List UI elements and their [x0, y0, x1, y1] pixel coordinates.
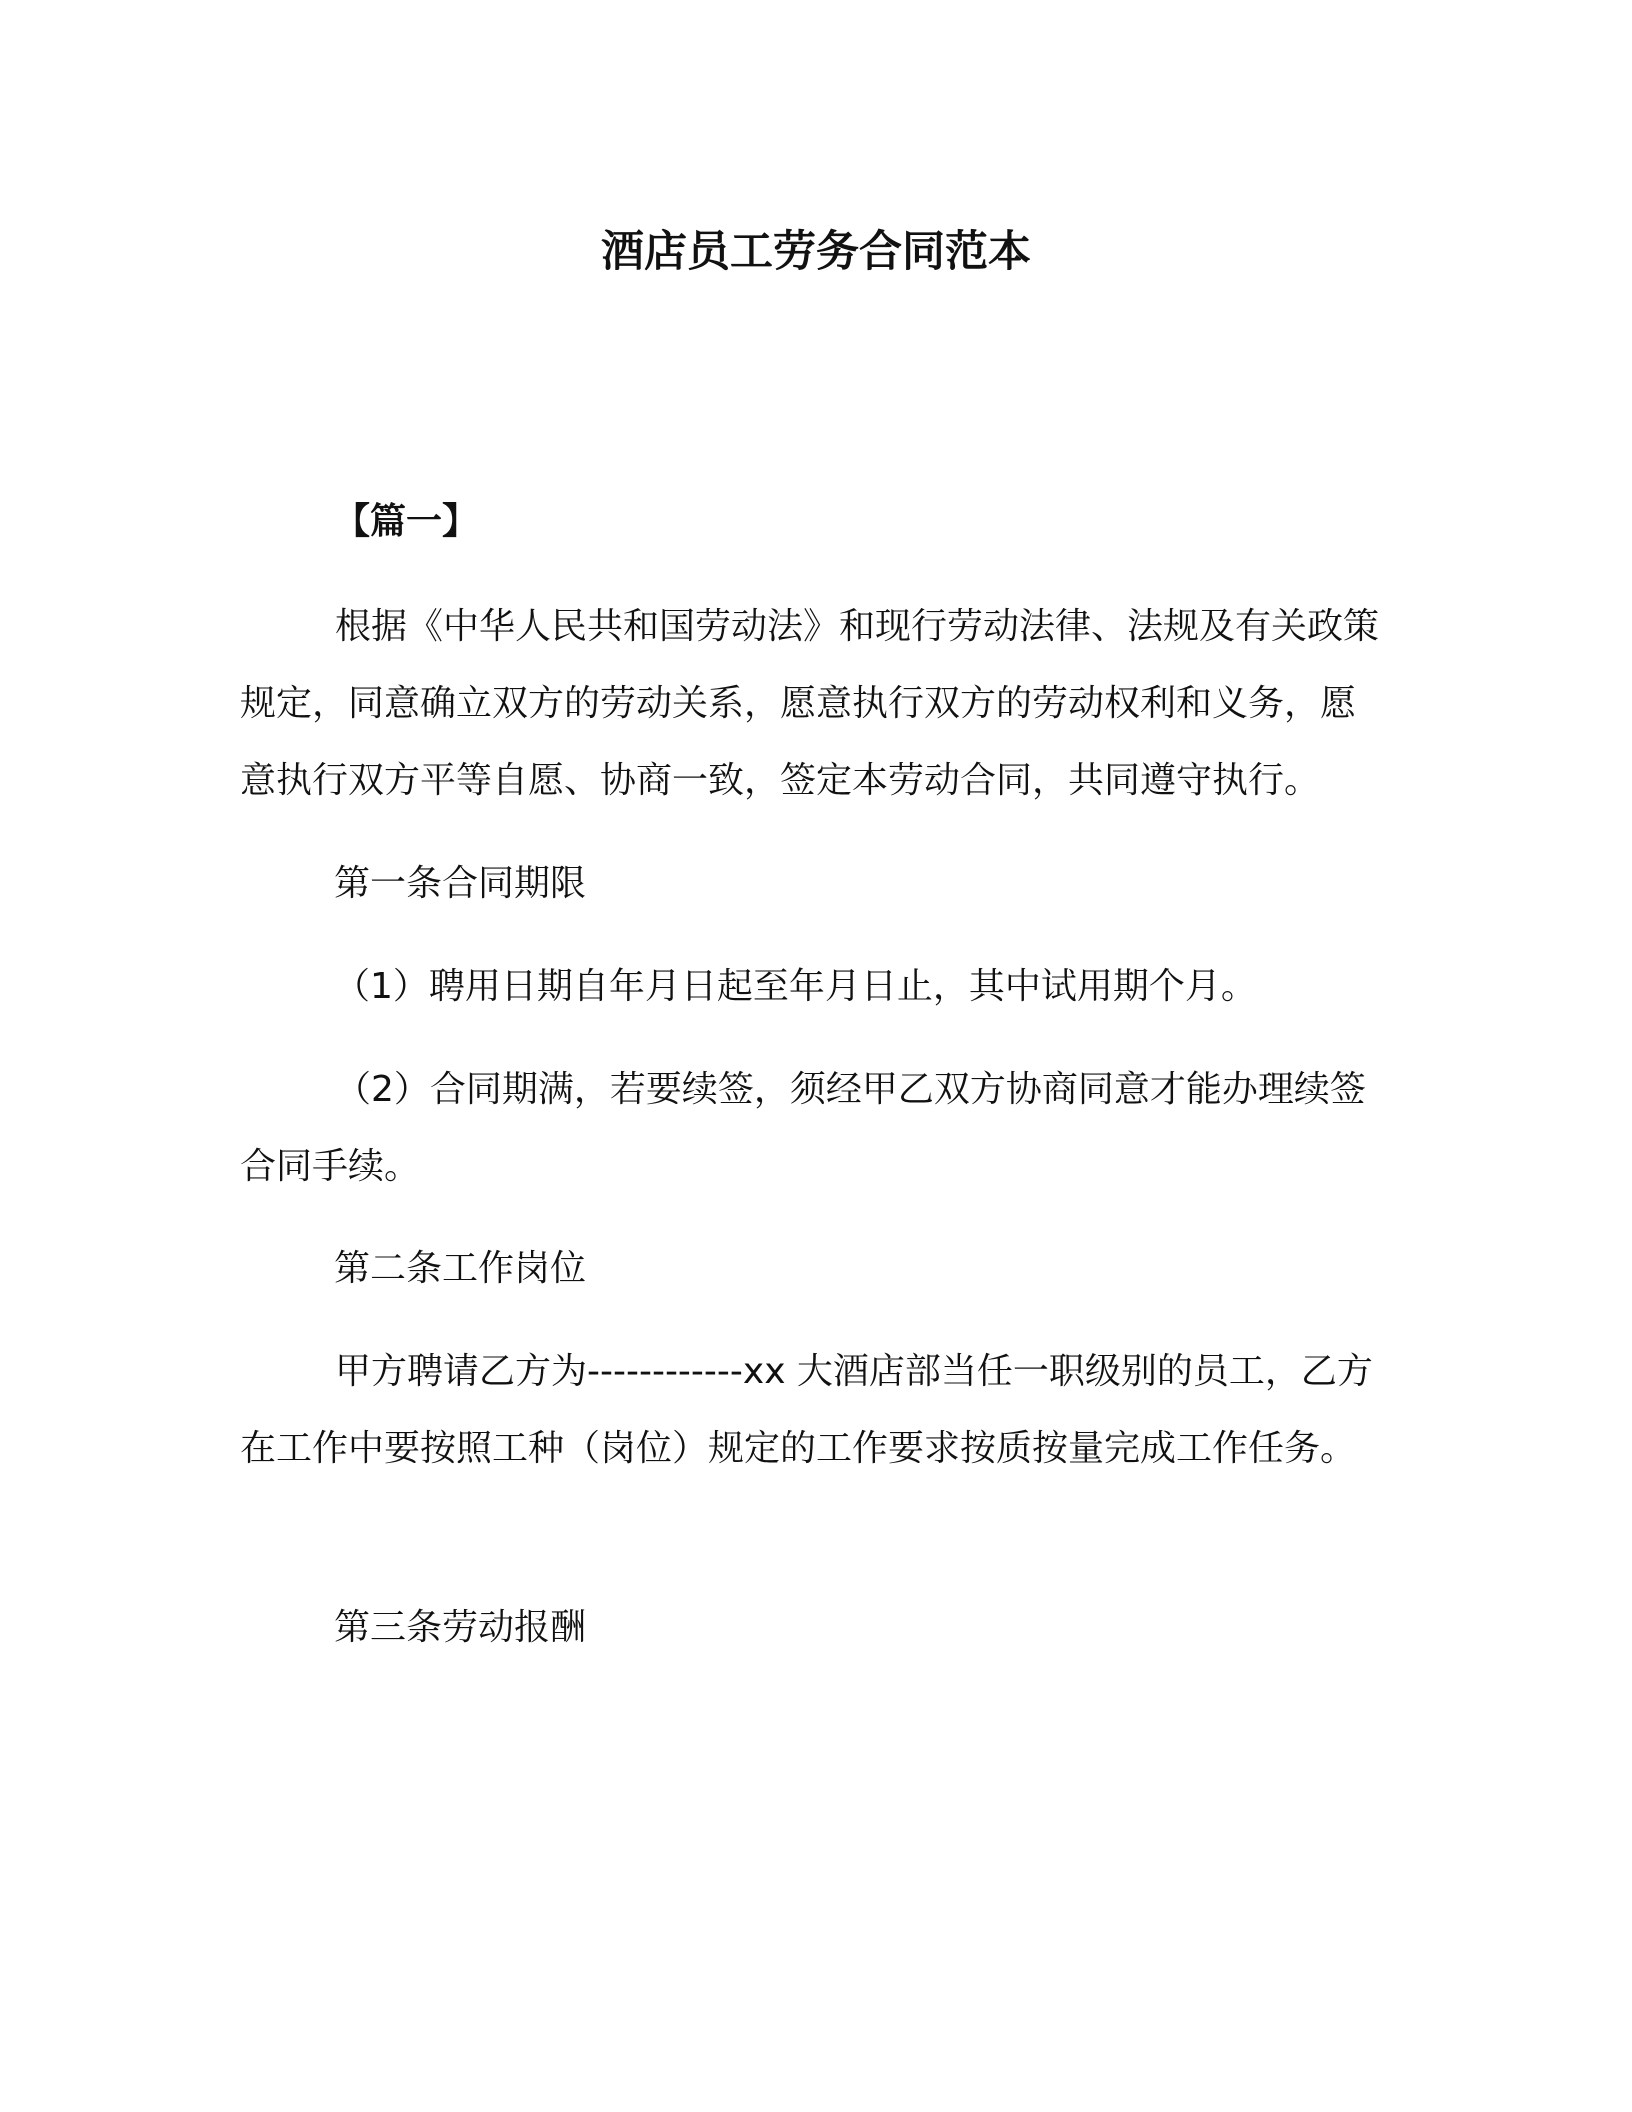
document-title: 酒店员工劳务合同范本 [601, 227, 1031, 277]
article2-heading: 第二条工作岗位 [334, 1248, 587, 1289]
section-tag: 【篇一】 [334, 501, 479, 542]
article1-item2: （2）合同期满，若要续签，须经甲乙双方协商同意才能办理续签合同手续。 [240, 1069, 1366, 1187]
article1-heading: 第一条合同期限 [334, 863, 587, 904]
intro-paragraph: 根据《中华人民共和国劳动法》和现行劳动法律、法规及有关政策规定，同意确立双方的劳动关系，愿意执行双方的劳动权利和义务，愿意执行双方平等自愿、协商一致，签定本劳动合同，共同遵守执行。 [240, 606, 1380, 801]
article3-heading: 第三条劳动报酬 [334, 1607, 587, 1648]
article1-item1: （1）聘用日期自年月日起至年月日止，其中试用期个月。 [334, 966, 1257, 1007]
article2-paragraph: 甲方聘请乙方为------------xx 大酒店部当任一职级别的员工，乙方在工作中要按照工种（岗位）规定的工作要求按质按量完成工作任务。 [240, 1351, 1373, 1469]
